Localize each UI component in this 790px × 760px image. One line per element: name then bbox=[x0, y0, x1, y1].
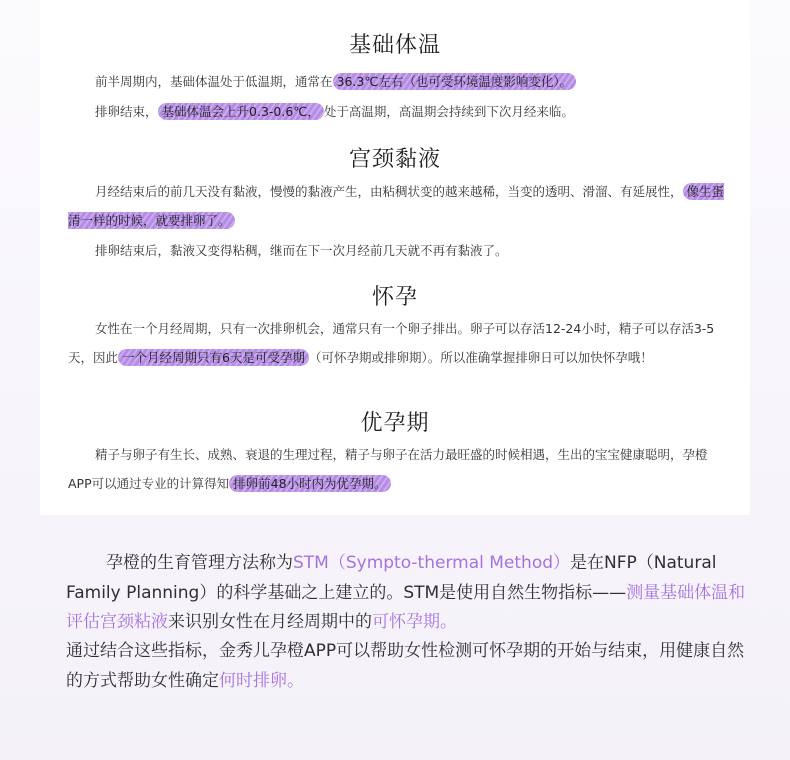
intro-accent-indicators: 测量基础体温和评估宫颈粘液 bbox=[66, 582, 746, 632]
section-title-optimal-period: 优孕期 bbox=[360, 411, 430, 436]
stm-intro-paragraph bbox=[66, 549, 746, 638]
intro-accent-stm: STM（Sympto-thermal Method） bbox=[293, 553, 571, 573]
paragraph-mucus-1 bbox=[68, 177, 728, 235]
intro-text: 通过结合这些指标，金秀儿孕橙APP可以帮助女性检测可怀孕期的开始与结束，用健康自然的方式帮助女性确定 bbox=[66, 641, 745, 691]
app-intro-paragraph bbox=[66, 637, 746, 696]
paragraph-mucus-2: 排卵结束后，黏液又变得粘稠，继而在下一次月经前几天就不再有黏液了。 bbox=[95, 243, 508, 258]
section-title-basal-temperature: 基础体温 bbox=[348, 33, 441, 58]
paragraph-optimal-period bbox=[68, 440, 728, 498]
section-title-cervical-mucus: 宫颈黏液 bbox=[348, 147, 441, 172]
paragraph-basal-temp-2 bbox=[68, 97, 728, 126]
text-span: 排卵结束， bbox=[95, 104, 158, 119]
text-span: （可怀孕期或排卵期）。所以准确掌握排卵日可以加快怀孕哦！ bbox=[308, 350, 653, 365]
text-span: 月经结束后的前几天没有黏液，慢慢的黏液产生，由粘稠状变的越来越稀，当变的透明、滑溜、有延展性， bbox=[95, 184, 683, 199]
text-span: 前半周期内，基础体温处于低温期，通常在 bbox=[95, 74, 333, 89]
highlight-span: 36.3℃左右（也可受环境温度影响变化）。 bbox=[333, 73, 577, 90]
highlight-span: 排卵前48小时内为优孕期。 bbox=[229, 475, 390, 492]
text-span: 处于高温期，高温期会持续到下次月经来临。 bbox=[323, 104, 574, 119]
intro-text: 孕橙的生育管理方法称为 bbox=[106, 553, 293, 573]
intro-accent-fertile-period: 可怀孕期。 bbox=[372, 612, 457, 632]
text-span: 女性在一个月经周期，只有一次排卵机会，通常只有一个卵子排出。卵子可以存活12-24小时，精子可以存活3-5天，因此 bbox=[68, 321, 715, 365]
paragraph-pregnancy bbox=[68, 314, 728, 372]
highlight-span: 基础体温会上升0.3-0.6℃， bbox=[158, 103, 324, 120]
highlight-span: 像生蛋清一样的时候，就要排卵了。 bbox=[68, 184, 725, 228]
paragraph-basal-temp-1 bbox=[68, 67, 728, 96]
intro-text: 来识别女性在月经周期中的 bbox=[168, 612, 372, 632]
section-title-pregnancy: 怀孕 bbox=[371, 285, 418, 310]
intro-text: 是在NFP（Natural Family Planning）的科学基础之上建立的。STM是使用自然生物指标—— bbox=[66, 553, 717, 603]
intro-accent-ovulation: 何时排卵。 bbox=[219, 670, 304, 691]
highlight-span: 一个月经周期只有6天是可受孕期 bbox=[118, 349, 309, 366]
text-span: 精子与卵子有生长、成熟、衰退的生理过程，精子与卵子在活力最旺盛的时候相遇，生出的宝宝健康聪明，孕橙APP可以通过专业的计算得知 bbox=[68, 447, 708, 491]
